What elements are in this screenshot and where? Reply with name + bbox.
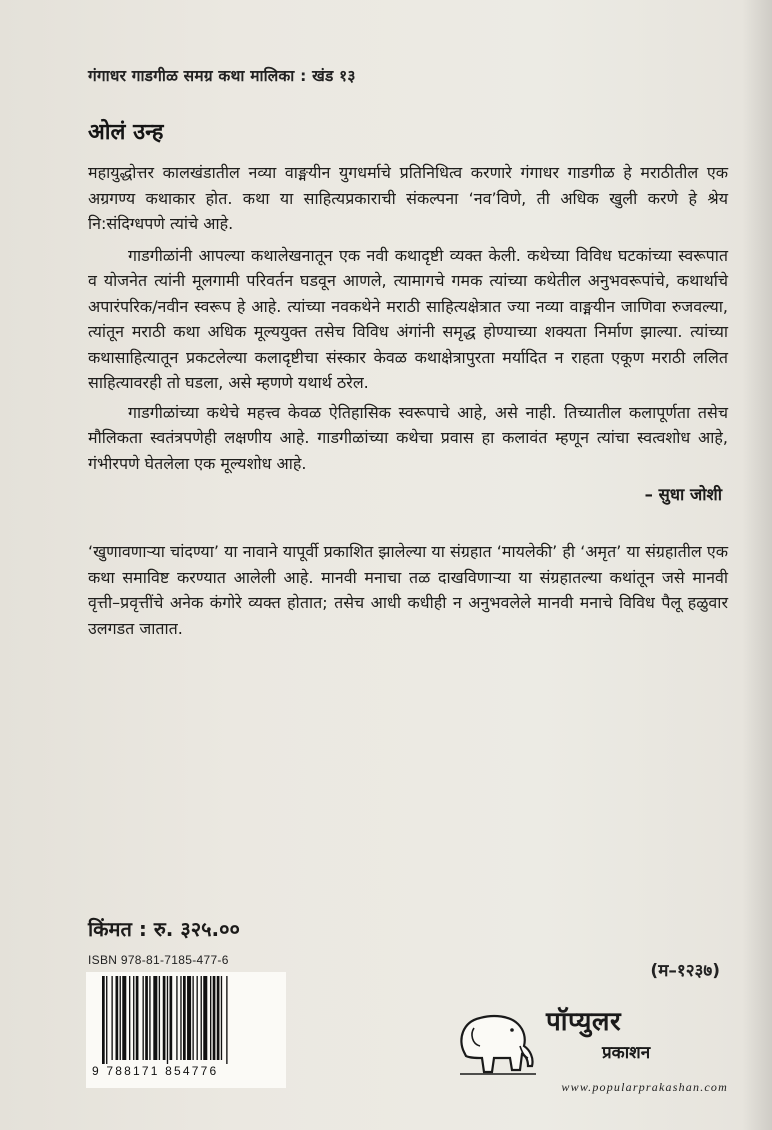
barcode-bar <box>213 976 216 1060</box>
barcode-bar <box>120 976 121 1060</box>
barcode-bar <box>122 976 126 1060</box>
barcode-bar <box>167 976 168 1064</box>
barcode-bar <box>102 976 105 1064</box>
barcode-bar <box>129 976 130 1060</box>
barcode-bar <box>153 976 157 1060</box>
isbn-label: ISBN 978-81-7185-477-6 <box>88 953 229 967</box>
intro-paragraph: महायुद्धोत्तर कालखंडातील नव्या वाङ्मयीन युगधर्माचे प्रतिनिधित्व करणारे गंगाधर गाडगीळ हे मराठीतील एक अग्रगण्य कथाकार होत. कथा या साहित्यप्रकाराची संकल्पना ‘नव’विणे, ती अधिक खुली करणे हे श्रेय नि:संदिग्धपणे त्यांचे आहे. <box>88 163 728 233</box>
publisher-url: www.popularprakashan.com <box>561 1080 728 1094</box>
critique-paragraph: गाडगीळांनी आपल्या कथालेखनातून एक नवी कथादृष्टी व्यक्त केली. कथेच्या विविध घटकांच्या स्वरूपात व योजनेत त्यांनी मूलगामी परिवर्तन घडवून आणले, त्यामागचे गमक त्यांच्या कथेतील अनुभवरूपांचे, कथार्थाचे अपारंपरिक/नवीन स्वरूप हे आहे. त्यांच्या नवकथेने मराठी साहित्यक्षेत्रात ज्या नव्या वाङ्मयीन जाणिवा रुजवल्या, त्यांतून मराठी कथा अधिक मूल्ययुक्त तसेच विविध अंगांनी समृद्ध होण्याच्या शक्यता निर्माण झाल्या. त्यांच्या कथासाहित्यातून प्रकटलेल्या कलादृष्टीचा संस्कार केवळ कथाक्षेत्रापुरता मर्यादित न राहता एकूण मराठी ललित साहित्यावरही तो घडला, असे म्हणणे यथार्थ ठरेल. <box>88 245 728 392</box>
publisher-logo <box>450 1000 728 1100</box>
elephant-logo-icon <box>450 1000 542 1078</box>
series-line: गंगाधर गाडगीळ समग्र कथा मालिका : खंड १३ <box>88 67 356 85</box>
price-label: किंमत : रु. ३२५.०० <box>88 917 240 941</box>
publisher-name: पॉप्युलर <box>546 1007 622 1037</box>
barcode-bar <box>143 976 144 1060</box>
barcode-bar <box>136 976 139 1060</box>
spine-shadow <box>742 0 772 1130</box>
signature: – सुधा जोशी <box>644 485 722 504</box>
barcode-bar <box>197 976 198 1060</box>
barcode <box>86 972 286 1088</box>
barcode-bar <box>187 976 191 1060</box>
barcode-bar <box>180 976 181 1060</box>
barcode-bar <box>217 976 220 1060</box>
blurb-body <box>88 160 728 641</box>
barcode-bar <box>106 976 107 1064</box>
barcode-bar <box>145 976 148 1060</box>
barcode-bar <box>210 976 211 1060</box>
barcode-bar <box>163 976 166 1060</box>
barcode-bar <box>133 976 134 1060</box>
barcode-bar <box>192 976 193 1060</box>
barcode-bar <box>176 976 177 1060</box>
book-title: ओलं उन्ह <box>88 120 164 145</box>
importance-paragraph: गाडगीळांच्या कथेचे महत्त्व केवळ ऐतिहासिक स्वरूपाचे आहे, असे नाही. तिच्यातील कलापूर्णता तसेच मौलिकता स्वतंत्रपणेही लक्षणीय आहे. गाडगीळांच्या कथेचा प्रवास हा कलावंत म्हणून त्यांचा स्वत्वशोध आहे, गंभीरपणे घेतलेला एक मूल्यशोध आहे. <box>88 402 728 473</box>
barcode-bar <box>111 976 112 1060</box>
barcode-bar <box>149 976 150 1060</box>
collection-note: ‘खुणावणाऱ्या चांदण्या’ या नावाने यापूर्वी प्रकाशित झालेल्या या संग्रहात ‘मायलेकी’ ही ‘अमृत’ या संग्रहातील एक कथा समाविष्ट करण्यात आलेली आहे. मानवी मनाचा तळ दाखविणाऱ्या या संग्रहातल्या कथांतून जसे मानवी वृत्ती–प्रवृत्तींचे अनेक कंगोरे व्यक्त होतात; तसेच आधी कधीही न अनुभवलेले मानवी मनाचे विविध पैलू हळुवार उलगडत जातात. <box>88 542 728 638</box>
barcode-bar <box>116 976 119 1060</box>
barcode-bar <box>159 976 160 1060</box>
barcode-digits: 9 788171 854776 <box>92 1064 219 1078</box>
barcode-bar <box>170 976 173 1060</box>
catalog-code: (म–१२३७) <box>650 961 720 981</box>
barcode-bar <box>226 976 227 1064</box>
barcode-icon <box>102 976 272 1064</box>
barcode-bar <box>201 976 202 1060</box>
barcode-bar <box>203 976 207 1060</box>
barcode-bar <box>183 976 186 1060</box>
publisher-subtitle: प्रकाशन <box>602 1043 651 1063</box>
barcode-bar <box>221 976 222 1060</box>
